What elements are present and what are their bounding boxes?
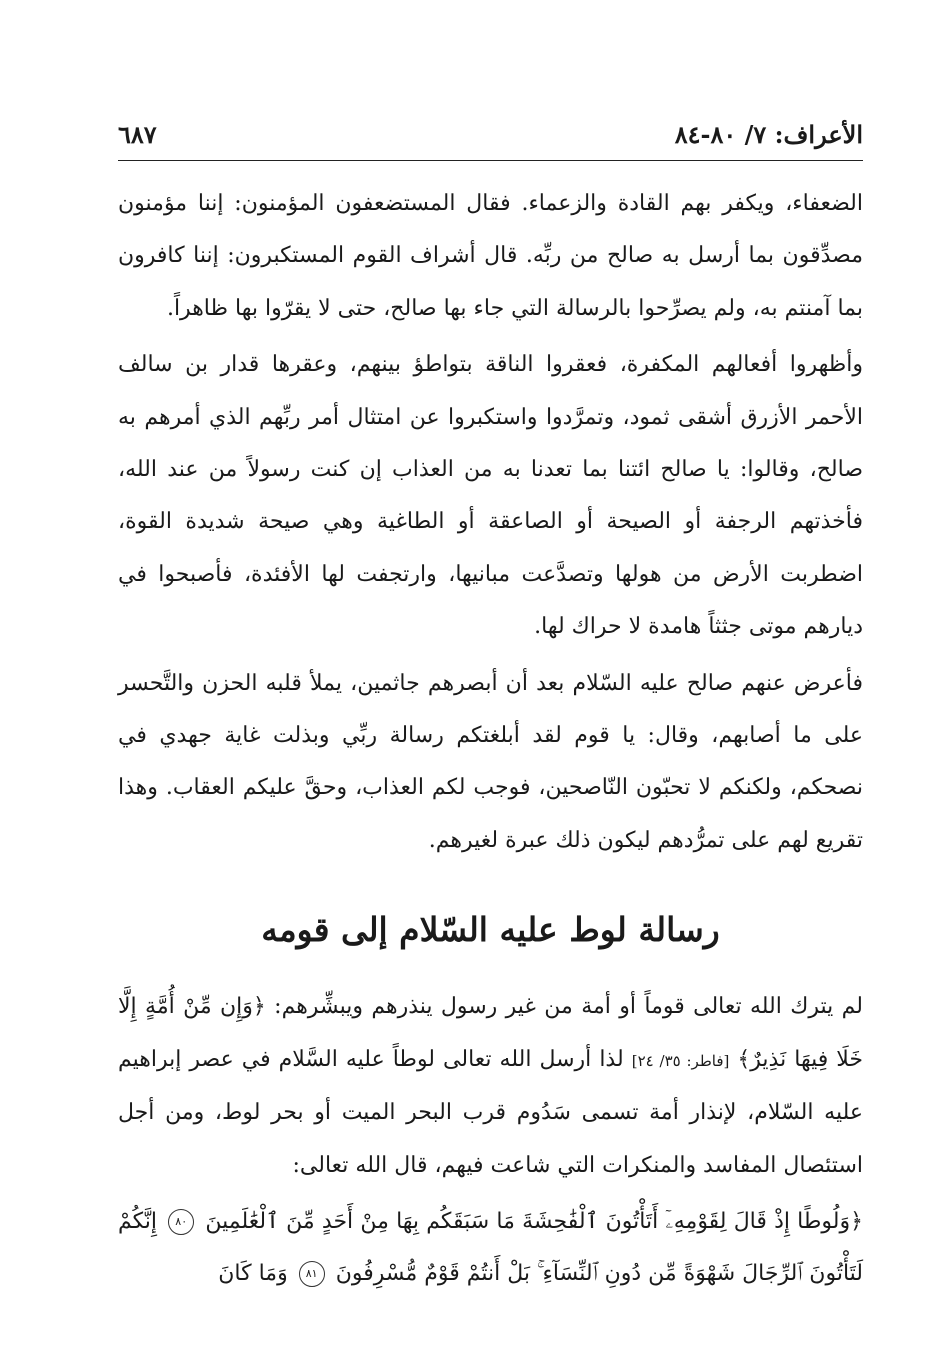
paragraph-3: فأعرض عنهم صالح عليه السّلام بعد أن أبصرهم جاثمين، يملأ قلبه الحزن والتَّحسر على ما أصابهم، وقال: يا قوم لقد أبلغتكم رسالة ربِّي وبذلت غاية جهدي في نصحكم، ولكنكم لا تحبّون النّاصحين، فوجب لكم العذاب، وحقَّ عليكم العقاب. وهذا تقريع لهم على تمرُّدهم ليكون ذلك عبرة لغيرهم. [118, 670, 864, 853]
paragraph-1: الضعفاء، ويكفر بهم القادة والزعماء. فقال المستضعفون المؤمنون: إننا مؤمنون مصدِّقون بما أرسل به صالح من ربِّه. قال أشراف القوم المستكبرون: إننا كافرون بما آمنتم به، ولم يصرِّحوا بالرسالة التي جاء بها صالح، حتى لا يقرّوا بها ظاهراً. [118, 191, 863, 321]
page-number: ٦٨٧ [118, 120, 157, 149]
paragraph-2: وأظهروا أفعالهم المكفرة، فعقروا الناقة بتواطؤ بينهم، وعقرها قدار بن سالف الأحمر الأزرق أشقى ثمود، وتمرَّدوا واستكبروا عن امتثال أمر ربِّهم الذي أمرهم به صالح، وقالوا: يا صالح ائتنا بما تعدنا به من العذاب إن كنت رسولاً من عند الله، فأخذتهم الرجفة أو الصيحة أو الصاعقة أو الطاغية وهي صيحة شديدة القوة، اضطربت الأرض من هولها وتصدَّعت مبانيها، وارتجفت لها الأفئدة، فأصبحوا في ديارهم موتى جثثاً هامدة لا حراك لها. [118, 352, 863, 640]
quran-verses-block [118, 1196, 863, 1301]
body-text [118, 178, 863, 1301]
header-divider [118, 160, 863, 161]
intro-after-verse: لذا أرسل الله تعالى لوطاً عليه السَّلام في عصر إبراهيم عليه السّلام، لإنذار أمة تسمى سَدُوم قرب البحر الميت أو بحر لوط، ومن أجل استئصال المفاسد والمنكرات التي شاعت فيهم، قال الله تعالى: [118, 1046, 863, 1178]
verse-81-text: إِنَّكُمْ لَتَأْتُونَ ٱلرِّجَالَ شَهْوَةً مِّن دُونِ ٱلنِّسَآءِ ۚ بَلْ أَنتُمْ قَوْمٌ مُّسْرِفُونَ [118, 1208, 863, 1287]
section-heading: رسالة لوط عليه السّلام إلى قومه [261, 910, 720, 950]
ayah-number-81-marker: ٨١ [299, 1261, 325, 1287]
ayah-number-80-marker: ٨٠ [168, 1209, 194, 1235]
verse-citation: [فاطر: ٣٥/ ٢٤] [631, 1051, 730, 1070]
quran-verse-fatir: ﴿وَإِن مِّنْ أُمَّةٍ إِلَّا خَلَا فِيهَا نَذِيرٌ﴾ [118, 994, 863, 1072]
running-title: الأعراف: ٧/ ٨٠-٨٤ [674, 120, 863, 149]
verse-82-start: وَمَا كَانَ [218, 1261, 288, 1287]
page-header [118, 118, 863, 158]
intro-before-verse: لم يترك الله تعالى قوماً أو أمة من غير رسول ينذرهم ويبشِّرهم: [274, 994, 863, 1020]
section-intro-paragraph [118, 981, 863, 1192]
verse-80-text: ﴿وَلُوطًا إِذْ قَالَ لِقَوْمِهِۦٓ أَتَأْتُونَ ٱلْفَٰحِشَةَ مَا سَبَقَكُم بِهَا مِنْ أَحَدٍ مِّنَ ٱلْعَٰلَمِينَ [205, 1208, 863, 1234]
